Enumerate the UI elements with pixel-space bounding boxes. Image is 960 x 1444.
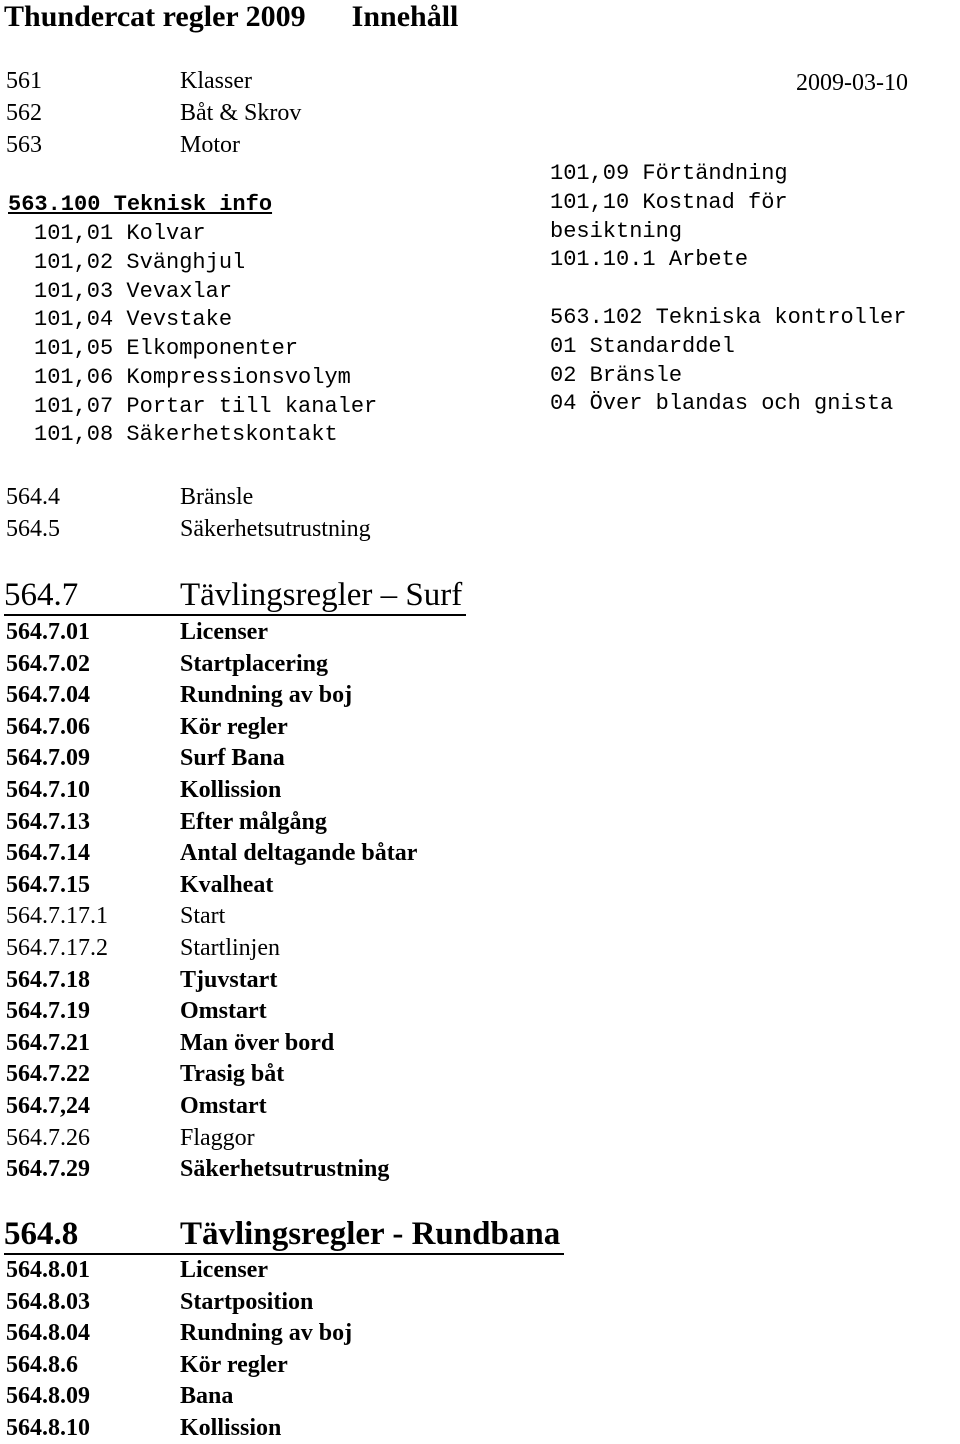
toc-number: 564.7.19 (6, 998, 90, 1025)
toc-number: 564.7.13 (6, 808, 90, 835)
toc-label: Säkerhetsutrustning (180, 1156, 390, 1183)
toc-number: 564.7,24 (6, 1093, 90, 1119)
toc-number: 564.7.10 (6, 777, 90, 803)
section-heading-surf[interactable] (4, 576, 466, 616)
tech-item[interactable]: 101,10 Kostnad för (550, 190, 788, 215)
toc-label: Startlinjen (180, 935, 280, 961)
toc-label: Säkerhetsutrustning (180, 516, 371, 542)
toc-label: Kör regler (180, 1351, 288, 1378)
tech-item[interactable]: 02 Bränsle (550, 363, 683, 388)
toc-number: 564.4 (6, 484, 60, 510)
toc-label: Start (180, 903, 226, 930)
technical-info-heading[interactable]: 563.100 Teknisk info (8, 192, 273, 217)
tech-item-continuation: besiktning (550, 219, 683, 244)
toc-number: 564.8.09 (6, 1383, 90, 1410)
toc-label: Kollission (180, 1415, 282, 1441)
section-heading-rundbana[interactable] (4, 1215, 564, 1255)
toc-label: Licenser (180, 1257, 268, 1283)
section-title: Tävlingsregler – Surf (180, 577, 463, 613)
toc-number: 564.7.26 (6, 1124, 90, 1151)
toc-number: 564.8.01 (6, 1257, 90, 1283)
toc-label: Omstart (180, 998, 267, 1025)
tech-item[interactable]: 101,01 Kolvar (34, 221, 206, 246)
subtitle-text: Innehåll (351, 0, 459, 33)
toc-label: Startposition (180, 1288, 314, 1315)
tech-item[interactable]: 101,07 Portar till kanaler (34, 394, 378, 419)
toc-number: 561 (6, 68, 42, 94)
toc-label: Flaggor (180, 1124, 255, 1151)
title-text: Thundercat regler 2009 (4, 0, 306, 33)
tech-item[interactable]: 101,06 Kompressionsvolym (34, 365, 351, 390)
section-title: Tävlingsregler - Rundbana (180, 1216, 561, 1252)
toc-number: 564.8.10 (6, 1415, 90, 1441)
toc-number: 564.8.04 (6, 1320, 90, 1347)
toc-number: 564.7.14 (6, 840, 90, 867)
toc-label: Omstart (180, 1093, 267, 1119)
section-number: 564.7 (4, 577, 79, 613)
tech-item[interactable]: 101,02 Svänghjul (34, 250, 246, 275)
toc-number: 562 (6, 100, 42, 126)
toc-number: 564.7.15 (6, 871, 90, 898)
toc-number: 564.7.22 (6, 1061, 90, 1088)
toc-label: Kvalheat (180, 871, 274, 898)
tech-item[interactable]: 101,05 Elkomponenter (34, 336, 299, 361)
toc-label: Licenser (180, 619, 268, 645)
toc-number: 564.5 (6, 516, 60, 542)
toc-label: Rundning av boj (180, 682, 353, 709)
tech-item[interactable]: 101.10.1 Arbete (550, 247, 749, 272)
tech-item[interactable]: 01 Standarddel (550, 334, 735, 359)
toc-number: 564.7.17.2 (6, 935, 108, 961)
toc-label: Båt & Skrov (180, 100, 302, 126)
toc-number: 564.7.04 (6, 682, 90, 709)
toc-label: Surf Bana (180, 745, 285, 772)
toc-label: Trasig båt (180, 1061, 285, 1088)
toc-number: 564.7.01 (6, 619, 90, 645)
toc-number: 564.7.17.1 (6, 903, 108, 930)
toc-number: 563 (6, 132, 42, 158)
toc-number: 564.8.6 (6, 1351, 78, 1378)
toc-number: 564.7.02 (6, 650, 90, 677)
section-number: 564.8 (4, 1216, 79, 1252)
tech-item[interactable]: 101,03 Vevaxlar (34, 279, 233, 304)
toc-label: Bränsle (180, 484, 254, 510)
toc-number: 564.7.18 (6, 966, 90, 993)
tech-item[interactable]: 101,09 Förtändning (550, 161, 788, 186)
toc-label: Kollission (180, 777, 282, 803)
toc-label: Startplacering (180, 650, 328, 677)
toc-label: Klasser (180, 68, 252, 94)
document-date: 2009-03-10 (796, 70, 908, 96)
tech-controls-heading[interactable]: 563.102 Tekniska kontroller (550, 305, 907, 330)
tech-item[interactable]: 04 Över blandas och gnista (550, 391, 894, 416)
toc-number: 564.7.06 (6, 713, 90, 740)
tech-item[interactable]: 101,08 Säkerhetskontakt (34, 422, 338, 447)
tech-item[interactable]: 101,04 Vevstake (34, 307, 233, 332)
toc-label: Kör regler (180, 713, 288, 740)
toc-number: 564.7.09 (6, 745, 90, 772)
toc-label: Antal deltagande båtar (180, 840, 418, 867)
toc-label: Rundning av boj (180, 1320, 353, 1347)
toc-number: 564.7.29 (6, 1156, 90, 1183)
document-title (4, 0, 458, 34)
toc-label: Motor (180, 132, 240, 158)
toc-number: 564.8.03 (6, 1288, 90, 1315)
toc-label: Bana (180, 1383, 234, 1410)
toc-label: Tjuvstart (180, 966, 278, 993)
toc-label: Efter målgång (180, 808, 327, 835)
toc-number: 564.7.21 (6, 1029, 90, 1056)
toc-label: Man över bord (180, 1029, 335, 1056)
